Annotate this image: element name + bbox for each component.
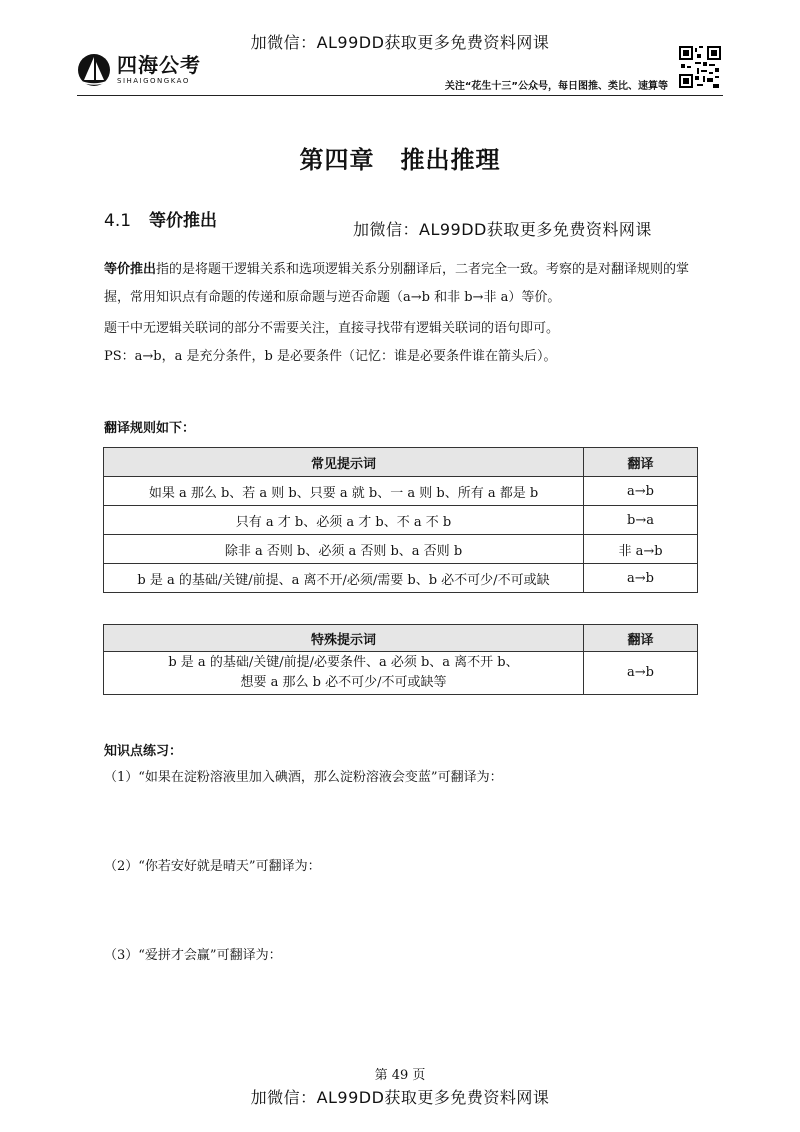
common-keywords-table	[103, 447, 698, 593]
header-cell: 翻译	[584, 448, 698, 477]
translation-cell: a→b	[584, 652, 698, 695]
intro-text: 指的是将题干逻辑关系和选项逻辑关系分别翻译后，二者完全一致。考察的是对翻译规则的掌握，常用知识点有命题的传递和原命题与逆否命题（a→b 和非 b→非 a）等价。	[104, 262, 690, 305]
table-row	[104, 564, 698, 593]
keyword-cell: b 是 a 的基础/关键/前提、a 离不开/必须/需要 b、b 必不可少/不可或缺	[104, 564, 584, 593]
keyword-cell: 只有 a 才 b、必须 a 才 b、不 a 不 b	[104, 506, 584, 535]
intro-paragraph-2: 题干中无逻辑关联词的部分不需要关注，直接寻找带有逻辑关联词的语句即可。	[104, 321, 560, 336]
logo-chinese-name: 四海公考	[117, 53, 201, 77]
table-header-row	[104, 625, 698, 652]
qr-code-icon	[679, 46, 721, 88]
translation-cell: 非 a→b	[584, 535, 698, 564]
table-row	[104, 506, 698, 535]
watermark-top: 加微信：AL99DD获取更多免费资料网课	[250, 33, 550, 52]
logo	[77, 53, 201, 87]
header-cell: 常见提示词	[104, 448, 584, 477]
translation-cell: a→b	[584, 477, 698, 506]
keyword-cell: 如果 a 那么 b、若 a 则 b、只要 a 就 b、一 a 则 b、所有 a 都是 b	[104, 477, 584, 506]
rules-title: 翻译规则如下：	[104, 421, 196, 436]
section-heading	[104, 206, 217, 231]
exercise-item: （2）“你若安好就是晴天”可翻译为：	[104, 859, 321, 874]
exercises-title: 知识点练习：	[104, 744, 183, 759]
table-header-row	[104, 448, 698, 477]
sailboat-logo-icon	[77, 53, 111, 87]
keyword-line-1: b 是 a 的基础/关键/前提/必要条件、a 必须 b、a 离不开 b、	[168, 655, 519, 670]
intro-paragraph	[104, 256, 704, 312]
translation-cell: b→a	[584, 506, 698, 535]
header-cell: 特殊提示词	[104, 625, 584, 652]
header-note: 关注“花生十三”公众号，每日图推、类比、速算等	[444, 81, 668, 92]
chapter-name: 推出推理	[400, 146, 501, 174]
exercise-item: （3）“爱拼才会赢”可翻译为：	[104, 948, 282, 963]
keyword-cell	[104, 652, 584, 695]
translation-cell: a→b	[584, 564, 698, 593]
chapter-number: 第四章	[299, 146, 375, 174]
intro-note: PS：a→b，a 是充分条件，b 是必要条件（记忆：谁是必要条件谁在箭头后）。	[104, 349, 557, 364]
header-divider	[77, 95, 723, 96]
special-keywords-table	[103, 624, 698, 695]
intro-bold-term: 等价推出	[104, 262, 157, 277]
table-row	[104, 477, 698, 506]
section-number: 4.1	[104, 211, 132, 231]
watermark-middle: 加微信：AL99DD获取更多免费资料网课	[353, 220, 652, 239]
table-row	[104, 652, 698, 695]
header-cell: 翻译	[584, 625, 698, 652]
watermark-bottom: 加微信：AL99DD获取更多免费资料网课	[250, 1088, 550, 1107]
keyword-line-2: 想要 a 那么 b 必不可少/不可或缺等	[240, 675, 447, 690]
chapter-title	[0, 140, 800, 175]
table-row	[104, 535, 698, 564]
logo-english-name: SIHAIGONGKAO	[117, 77, 190, 85]
section-title: 等价推出	[149, 211, 218, 231]
exercise-item: （1）“如果在淀粉溶液里加入碘酒，那么淀粉溶液会变蓝”可翻译为：	[104, 770, 503, 785]
keyword-cell: 除非 a 否则 b、必须 a 否则 b、a 否则 b	[104, 535, 584, 564]
page-number: 第 49 页	[374, 1068, 426, 1083]
